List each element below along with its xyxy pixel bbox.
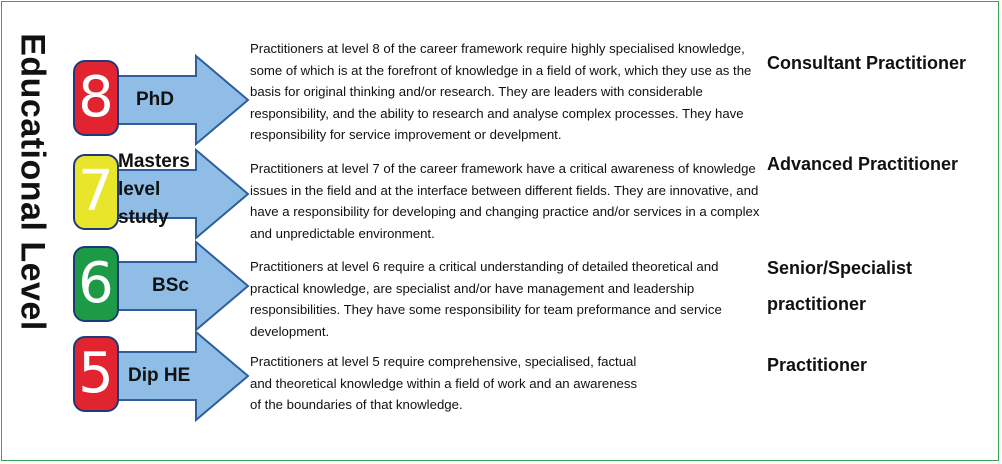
level-description-7: Practitioners at level 7 of the career framework have a critical awareness of knowledge issues in the field and at the interface between different fields. They are innovative, and have a responsibility for developing and changing practice and/or services in a complex and unpredictable environment.	[250, 161, 760, 241]
degree-label-dip-he: Dip HE	[128, 365, 191, 386]
level-badge-5: 5	[73, 336, 119, 412]
level-description-8: Practitioners at level 8 of the career framework require highly specialised knowledge, some of which is at the forefront of knowledge in a field of work, which they use as the basis for original thinking and/or research. They are leaders with considerable responsibility, and the ability to research and analyse complex processes. They have responsibility for service improvement or develpment.	[250, 41, 752, 142]
role-label-senior-specialist: Senior/Specialist practitioner	[767, 258, 913, 314]
level-description-6: Practitioners at level 6 require a critical understanding of detailed theoretical and practical knowledge, are specialist and/or have management and leadership responsibilities. They have some responsibility for team preformance and service development.	[250, 259, 722, 339]
degree-label-masters: Masters level study	[118, 151, 190, 228]
degree-label-phd: PhD	[136, 89, 174, 110]
level-description-5: Practitioners at level 5 require comprehensive, specialised, factual and theoretical knowledge within a field of work and an awareness of the boundaries of that knowledge.	[250, 354, 638, 412]
role-label-practitioner: Practitioner	[767, 355, 868, 375]
level-badge-8: 8	[73, 60, 119, 136]
vertical-title	[8, 22, 56, 342]
role-label-consultant: Consultant Practitioner	[767, 53, 967, 73]
degree-label-bsc: BSc	[152, 275, 189, 296]
role-label-advanced: Advanced Practitioner	[767, 154, 959, 174]
level-badge-7: 7	[73, 154, 119, 230]
educational-level-title: Educational Level	[13, 33, 52, 331]
level-badge-6: 6	[73, 246, 119, 322]
arrow-shape	[100, 54, 250, 146]
